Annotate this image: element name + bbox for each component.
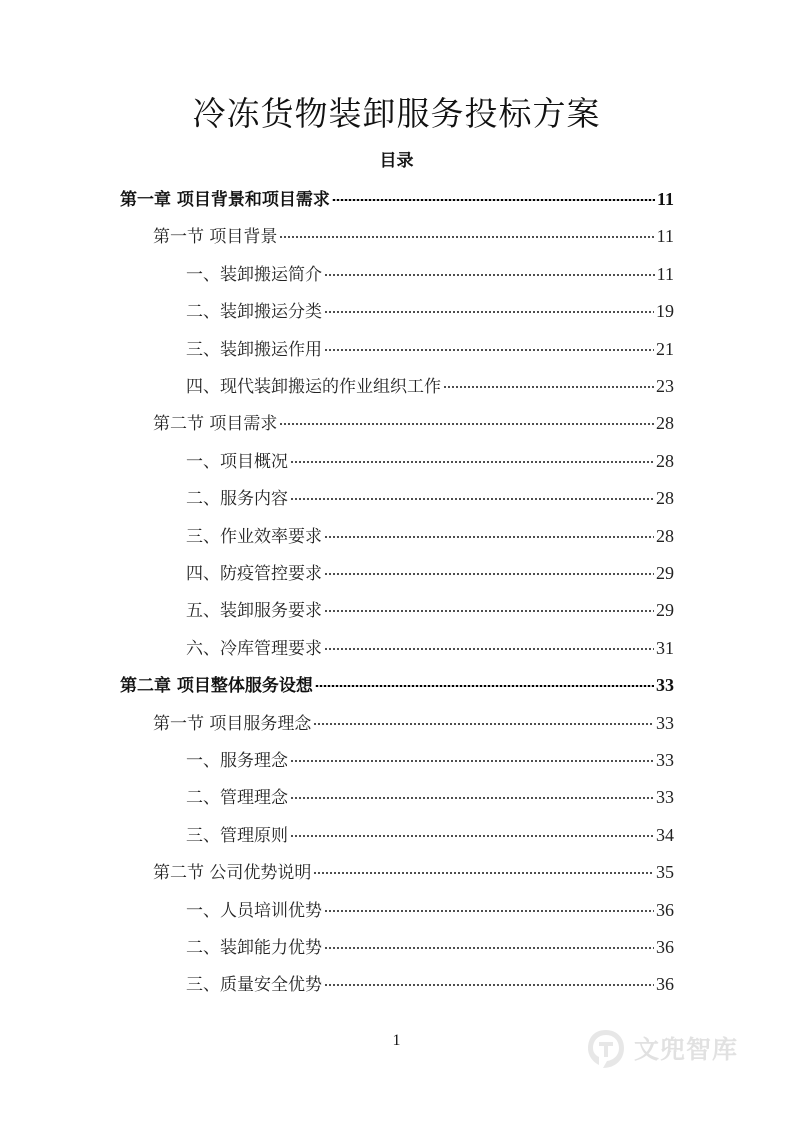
toc-dot-leader	[313, 872, 654, 874]
toc-entry-label: 一、装卸搬运简介	[186, 264, 322, 285]
toc-entry-label: 第二章 项目整体服务设想	[120, 676, 313, 697]
toc-entry-page: 36	[656, 937, 674, 957]
toc-entry[interactable]	[186, 784, 674, 810]
toc-entry[interactable]	[186, 373, 674, 399]
toc-entry-page: 34	[656, 824, 674, 845]
toc-entry[interactable]	[186, 560, 674, 586]
toc-entry-label: 六、冷库管理要求	[186, 638, 322, 659]
toc-entry[interactable]	[186, 822, 674, 848]
toc-dot-leader	[324, 648, 654, 650]
toc-dot-leader	[324, 349, 654, 351]
toc-dot-leader	[279, 423, 654, 425]
toc-entry-page: 23	[656, 376, 674, 396]
toc-entry-page: 28	[656, 488, 674, 509]
toc-dot-leader	[279, 236, 654, 238]
toc-entry-page: 29	[656, 563, 674, 583]
page-number: 1	[392, 1032, 401, 1049]
toc-heading: 目录	[379, 151, 414, 171]
toc-dot-leader	[332, 198, 655, 201]
toc-entry-label: 二、装卸搬运分类	[186, 302, 322, 323]
toc-entry-page: 11	[656, 263, 674, 284]
toc-entry-label: 第一节 项目背景	[153, 227, 278, 248]
watermark-text: 文兜智库	[634, 1035, 739, 1064]
toc-entry-label: 第二节 项目需求	[153, 414, 278, 435]
toc-dot-leader	[324, 274, 655, 276]
toc-dot-leader	[443, 386, 654, 388]
toc-dot-leader	[324, 536, 654, 538]
toc-entry-page: 33	[656, 787, 674, 808]
toc-entry[interactable]	[153, 410, 674, 436]
toc-entry-label: 三、作业效率要求	[186, 526, 322, 547]
toc-entry-page: 35	[656, 862, 674, 883]
toc-entry[interactable]	[186, 448, 674, 474]
wendou-logo-icon	[582, 1024, 630, 1072]
toc-entry-page: 11	[656, 189, 674, 209]
toc-dot-leader	[324, 947, 654, 949]
toc-dot-leader	[324, 311, 654, 313]
toc-entry-label: 三、管理原则	[186, 825, 288, 846]
toc-entry[interactable]	[186, 523, 674, 549]
toc-entry-label: 一、服务理念	[186, 751, 288, 771]
toc-entry[interactable]	[153, 859, 674, 885]
toc-entry-label: 一、项目概况	[186, 451, 288, 472]
toc-entry-label: 四、防疫管控要求	[186, 564, 322, 584]
toc-entry[interactable]	[186, 934, 674, 960]
toc-entry-page: 36	[656, 899, 674, 920]
toc-entry-label: 第二节 公司优势说明	[153, 863, 312, 884]
toc-entry-label: 二、管理理念	[186, 788, 288, 809]
toc-entry-label: 五、装卸服务要求	[186, 601, 322, 622]
toc-entry-label: 二、服务内容	[186, 489, 288, 510]
toc-entry-page: 28	[656, 525, 674, 546]
toc-entry-page: 21	[656, 338, 674, 359]
toc-entry[interactable]	[120, 186, 674, 212]
toc-entry[interactable]	[186, 485, 674, 511]
toc-dot-leader	[313, 723, 654, 725]
document-title: 冷冻货物装卸服务投标方案	[192, 94, 601, 133]
toc-entry-label: 第一章 项目背景和项目需求	[120, 190, 330, 210]
toc-entry-label: 一、人员培训优势	[186, 900, 322, 921]
toc-entry[interactable]	[186, 261, 674, 287]
toc-entry[interactable]	[186, 897, 674, 923]
toc-entry-page: 33	[656, 750, 674, 770]
toc-entry-page: 29	[656, 600, 674, 621]
toc-dot-leader	[290, 835, 654, 837]
toc-dot-leader	[315, 684, 654, 687]
toc-dot-leader	[324, 573, 654, 575]
watermark	[582, 1020, 762, 1076]
toc-entry[interactable]	[186, 971, 674, 997]
toc-entry[interactable]	[120, 672, 674, 698]
toc-entry[interactable]	[153, 223, 674, 249]
toc-dot-leader	[324, 910, 654, 912]
toc-dot-leader	[324, 984, 654, 986]
toc-entry[interactable]	[186, 635, 674, 661]
toc-entry[interactable]	[153, 710, 674, 736]
toc-entry[interactable]	[186, 747, 674, 773]
toc-entry[interactable]	[186, 298, 674, 324]
toc-entry-page: 19	[656, 301, 674, 322]
toc-entry-page: 33	[656, 675, 674, 696]
toc-entry-label: 二、装卸能力优势	[186, 938, 322, 958]
toc-entry-page: 36	[656, 974, 674, 995]
toc-entry-label: 四、现代装卸搬运的作业组织工作	[186, 377, 441, 397]
toc-dot-leader	[290, 797, 654, 799]
toc-dot-leader	[290, 760, 654, 762]
toc-entry-label: 三、质量安全优势	[186, 975, 322, 996]
toc-entry-page: 28	[656, 450, 674, 471]
toc-entry[interactable]	[186, 336, 674, 362]
toc-entry-label: 第一节 项目服务理念	[153, 713, 312, 734]
toc-dot-leader	[290, 461, 654, 463]
toc-entry-page: 33	[656, 712, 674, 733]
toc-entry-page: 11	[656, 226, 674, 247]
toc-entry-page: 31	[656, 637, 674, 658]
toc-entry-page: 28	[656, 413, 674, 434]
toc-dot-leader	[290, 498, 654, 500]
toc-dot-leader	[324, 610, 654, 612]
toc-entry[interactable]	[186, 597, 674, 623]
toc-entry-label: 三、装卸搬运作用	[186, 339, 322, 360]
